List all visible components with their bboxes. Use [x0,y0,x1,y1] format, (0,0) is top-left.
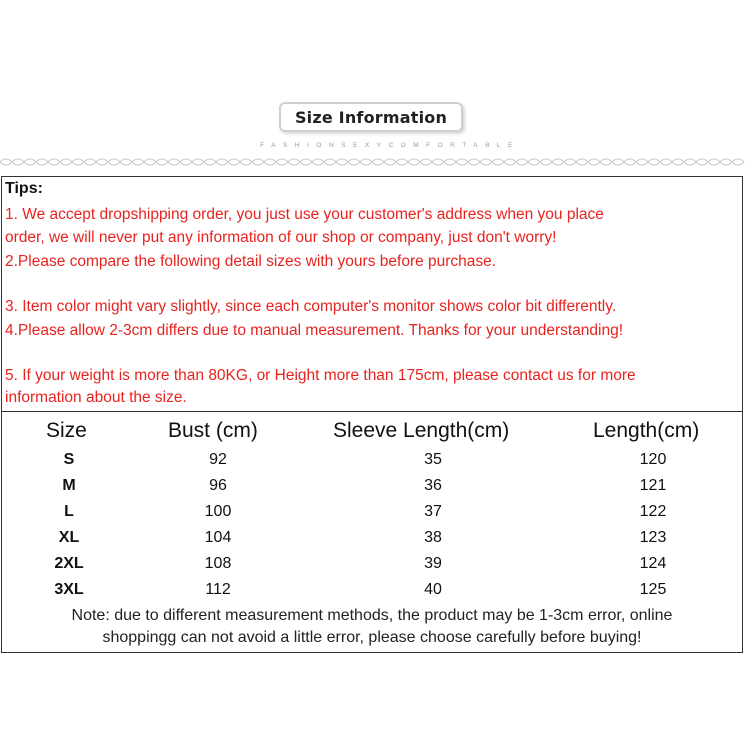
size-cell: 3XL [54,581,84,598]
tip-line: 2.Please compare the following detail sizes with yours before purchase. [5,253,497,270]
size-cell: S [63,451,75,468]
table-cell: 125 [639,581,667,598]
header-size: Size [46,419,87,442]
header-sleeve-length: Sleeve Length(cm) [333,419,510,442]
size-cell: M [62,477,76,494]
table-cell: 104 [204,529,232,546]
header-subtitle: FASHIONSEXYCOMFORTABLE [260,142,520,149]
table-cell: 112 [205,581,231,598]
table-cell: 108 [204,555,232,572]
tips-box [2,177,742,412]
size-info-badge [279,102,463,132]
size-cell: L [64,503,74,520]
table-cell: 96 [209,477,227,494]
note-line: Note: due to different measurement methods, the product may be 1-3cm error, online [71,607,673,624]
header-length: Length(cm) [593,419,700,442]
table-cell: 120 [639,451,667,468]
table-cell: 123 [639,529,667,546]
table-cell: 36 [424,477,442,494]
table-cell: 40 [424,581,442,598]
size-cell: 2XL [54,555,84,572]
tip-line: 4.Please allow 2-3cm differs due to manual measurement. Thanks for your understanding! [5,322,624,339]
size-info-frame [1,176,743,653]
table-cell: 92 [209,451,227,468]
tip-line: 3. Item color might vary slightly, since each computer's monitor shows color bit differently. [5,298,617,315]
table-cell: 100 [204,503,232,520]
table-cell: 35 [424,451,442,468]
size-cell: XL [58,529,80,546]
table-cell: 122 [639,503,667,520]
decorative-divider [0,154,750,170]
table-cell: 37 [424,503,442,520]
tip-line: order, we will never put any information of our shop or company, just don't worry! [5,229,557,246]
table-cell: 121 [639,477,667,494]
tip-line: information about the size. [5,389,187,406]
header-bust: Bust (cm) [168,419,258,442]
page-title: Size Information [294,107,448,127]
tip-line: 1. We accept dropshipping order, you just use your customer's address when you place [5,206,604,223]
tips-title: Tips: [5,180,43,197]
table-cell: 38 [424,529,442,546]
note-line: shoppingg can not avoid a little error, please choose carefully before buying! [102,629,642,646]
table-cell: 39 [424,555,442,572]
table-cell: 124 [639,555,667,572]
tip-line: 5. If your weight is more than 80KG, or Height more than 175cm, please contact us for more [5,367,636,384]
